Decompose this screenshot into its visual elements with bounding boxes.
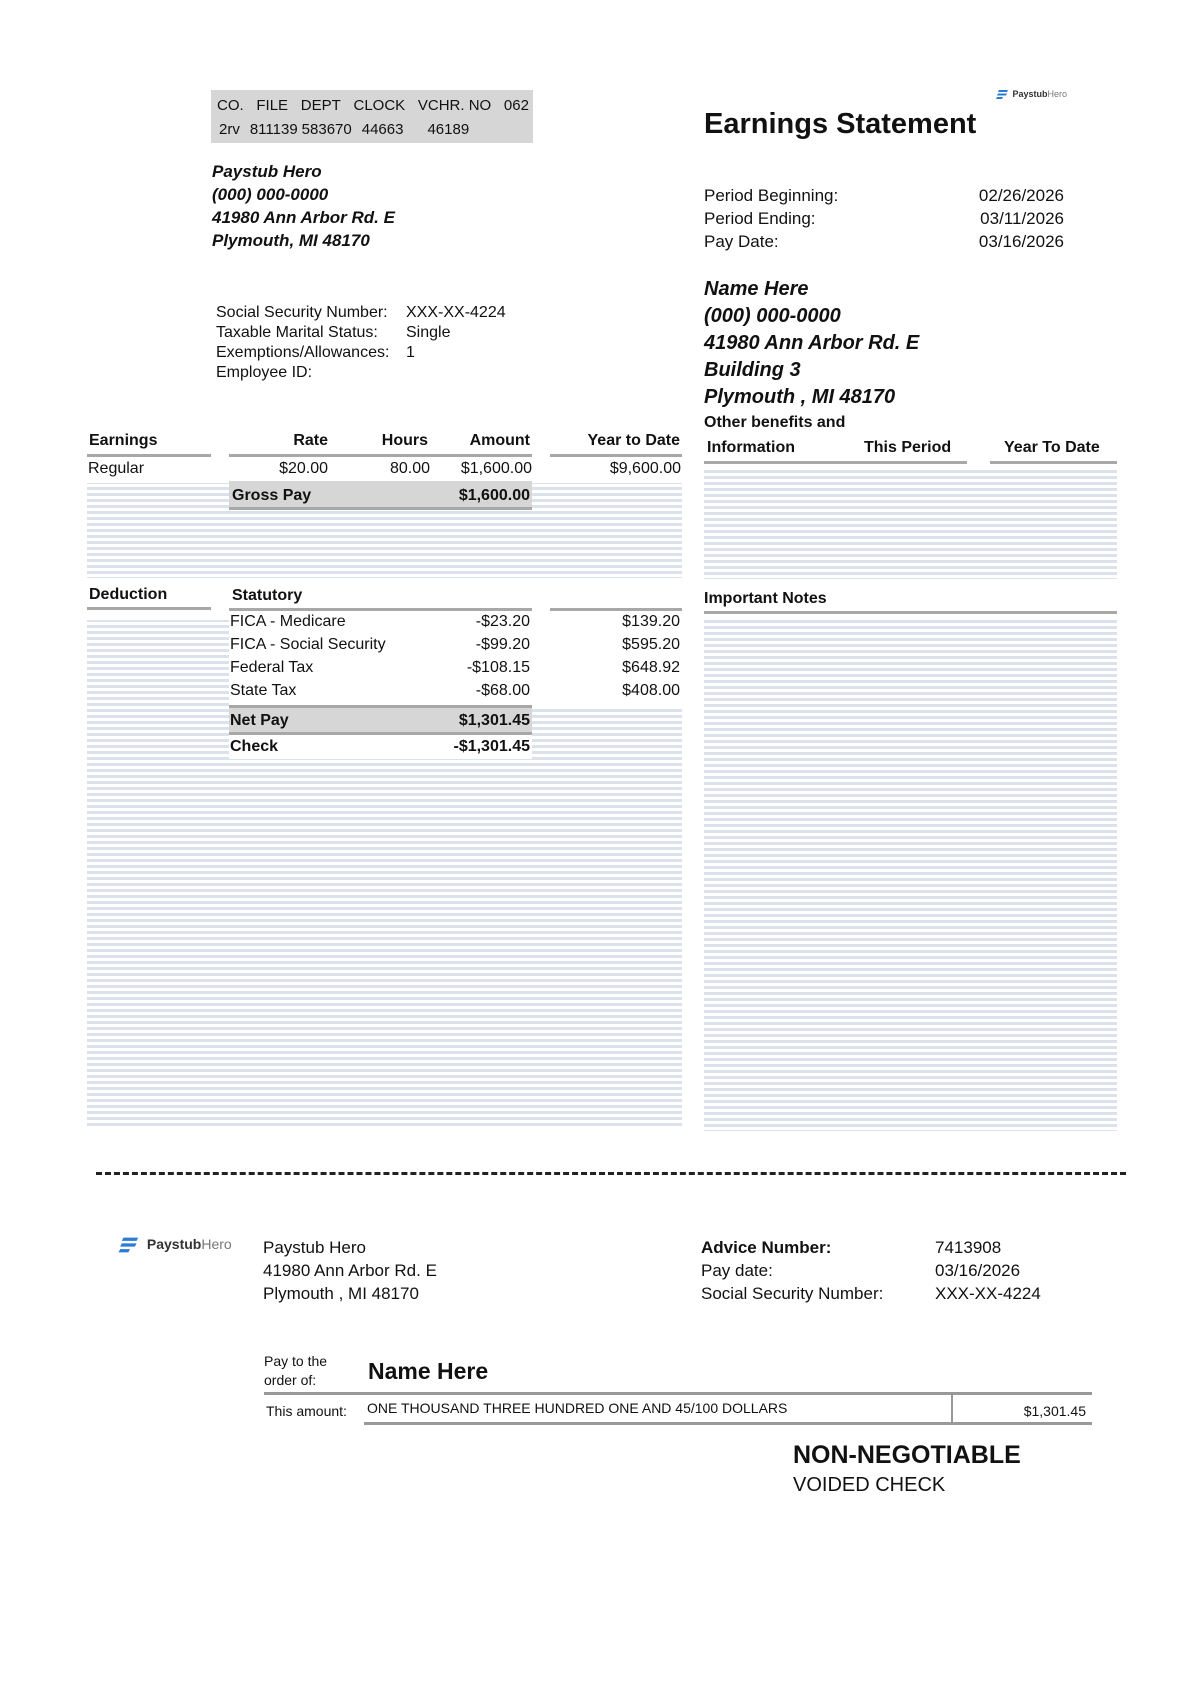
benefits-info-header: Information — [707, 439, 795, 456]
stub-logo — [117, 1236, 232, 1254]
statutory-header: Statutory — [232, 587, 303, 604]
period-end-value: 03/11/2026 — [980, 209, 1064, 228]
deduction-header-label: Deduction — [89, 586, 168, 603]
payee-name: Name Here — [368, 1358, 489, 1384]
stub-company-name: Paystub Hero — [263, 1238, 366, 1257]
tear-off-separator — [96, 1172, 1126, 1175]
advice-value: 7413908 — [935, 1238, 1002, 1257]
earnings-row-rate: $20.00 — [279, 460, 328, 477]
rate-header: Rate — [293, 432, 328, 449]
check-label: Check — [230, 738, 279, 755]
notes-title: Important Notes — [704, 590, 827, 607]
deduction-row-medicare — [230, 613, 682, 636]
benefits-ytd-header: Year To Date — [1004, 439, 1100, 456]
stub-ssn-value: XXX-XX-4224 — [935, 1284, 1041, 1303]
amount-line — [364, 1422, 1092, 1425]
stub-company-address2: Plymouth , MI 48170 — [263, 1284, 419, 1303]
non-negotiable-label: NON-NEGOTIABLE — [793, 1441, 1021, 1469]
ssn-label: Social Security Number: — [216, 304, 388, 321]
amount-divider — [951, 1392, 953, 1424]
deduction-amount: -$108.15 — [466, 659, 530, 676]
exempt-value: 1 — [406, 344, 415, 361]
deduction-amount: -$99.20 — [475, 636, 530, 653]
paystub-hero-logo-icon — [996, 89, 1010, 100]
benefits-striped-area — [704, 467, 1117, 579]
deduction-row-social-security — [230, 636, 682, 659]
hours-header: Hours — [381, 432, 428, 449]
deduction-ytd: $595.20 — [622, 636, 680, 653]
period-begin-value: 02/26/2026 — [978, 186, 1064, 205]
rate-amount-header-rule — [229, 454, 532, 457]
header-label-clock: CLOCK — [353, 97, 406, 114]
employee-info-block — [216, 303, 506, 383]
earnings-row-label: Regular — [88, 460, 145, 477]
deduction-amount: -$23.20 — [475, 613, 530, 630]
payee-line — [264, 1392, 1092, 1395]
deduction-amount: -$68.00 — [475, 682, 530, 699]
marital-value: Single — [406, 324, 451, 341]
pay-to-line1: Pay to the — [264, 1353, 328, 1369]
header-label-dept: DEPT — [300, 97, 341, 114]
period-block — [704, 184, 1064, 253]
benefits-header-rule-left — [704, 461, 967, 464]
stub-logo-brand: Paystub — [146, 1236, 202, 1252]
header-value-file: 811139 — [249, 121, 298, 138]
deduction-ytd-rule — [550, 608, 682, 611]
benefits-this-period-header: This Period — [864, 439, 952, 456]
employee-block — [704, 276, 919, 411]
stub-paydate-label: Pay date: — [701, 1261, 773, 1280]
statutory-header-rule — [229, 608, 532, 611]
deduction-header-rule — [87, 607, 211, 610]
header-value-vchr: 46189 — [427, 121, 470, 138]
net-pay-value: $1,301.45 — [458, 712, 530, 729]
company-address1: 41980 Ann Arbor Rd. E — [212, 208, 395, 227]
earnings-row-amount: $1,600.00 — [460, 460, 532, 477]
paystub-hero-logo-icon — [117, 1236, 143, 1254]
employee-address1: 41980 Ann Arbor Rd. E — [704, 332, 920, 354]
header-value-dept: 583670 — [301, 121, 352, 138]
deduction-label: State Tax — [230, 682, 297, 699]
benefits-header-rule-right — [990, 461, 1117, 464]
header-code-box — [211, 90, 533, 143]
earnings-header-rule — [87, 454, 211, 457]
header-value-clock: 44663 — [361, 121, 404, 138]
voided-check-label: VOIDED CHECK — [793, 1474, 946, 1496]
empid-label: Employee ID: — [216, 364, 313, 381]
amount-header: Amount — [469, 432, 530, 449]
amount-label: This amount: — [266, 1403, 347, 1419]
deduction-ytd: $139.20 — [622, 613, 680, 630]
logo-suffix: Hero — [1047, 89, 1068, 99]
ssn-value: XXX-XX-4224 — [406, 304, 506, 321]
earnings-row-ytd: $9,600.00 — [609, 460, 681, 477]
period-end-label: Period Ending: — [704, 209, 816, 228]
company-address2: Plymouth, MI 48170 — [212, 231, 370, 250]
deduction-ytd: $648.92 — [622, 659, 680, 676]
check-value: -$1,301.45 — [453, 738, 530, 755]
pay-to-label — [264, 1352, 327, 1390]
deduction-label: FICA - Social Security — [230, 636, 386, 653]
paydate-value: 03/16/2026 — [978, 232, 1064, 251]
stub-company-address1: 41980 Ann Arbor Rd. E — [263, 1261, 437, 1280]
stub-logo-suffix: Hero — [201, 1236, 232, 1252]
deduction-row-state-tax — [230, 682, 682, 705]
deduction-label: FICA - Medicare — [230, 613, 346, 630]
stub-advice-block — [701, 1236, 1041, 1305]
paydate-label: Pay Date: — [704, 232, 779, 251]
pay-to-line2: order of: — [264, 1372, 317, 1388]
ytd-header-rule — [550, 454, 682, 457]
left-striped-panel — [87, 460, 682, 1128]
company-block — [212, 160, 395, 252]
stub-ssn-label: Social Security Number: — [701, 1284, 884, 1303]
period-begin-label: Period Beginning: — [704, 186, 839, 205]
logo-brand: Paystub — [1012, 89, 1048, 99]
gross-pay-label: Gross Pay — [232, 487, 312, 504]
employee-address2: Building 3 — [704, 359, 801, 381]
employee-name: Name Here — [704, 278, 809, 300]
header-label-vchr: VCHR. NO — [417, 97, 492, 114]
header-label-062: 062 — [503, 97, 529, 114]
top-logo — [996, 89, 1067, 100]
employee-address3: Plymouth , MI 48170 — [704, 386, 896, 408]
advice-label: Advice Number: — [701, 1238, 832, 1257]
amount-words: ONE THOUSAND THREE HUNDRED ONE AND 45/100 DOLLARS — [367, 1400, 788, 1416]
ytd-header: Year to Date — [587, 432, 680, 449]
header-value-co: 2rv — [219, 121, 240, 138]
amount-value: $1,301.45 — [1023, 1403, 1086, 1419]
gross-pay-rule — [229, 507, 532, 510]
benefits-title: Other benefits and — [704, 414, 846, 431]
header-label-file: FILE — [256, 97, 289, 114]
deduction-ytd: $408.00 — [622, 682, 680, 699]
header-label-co: CO. — [217, 97, 244, 114]
marital-label: Taxable Marital Status: — [216, 324, 378, 341]
net-pay-label: Net Pay — [230, 712, 289, 729]
company-phone: (000) 000-0000 — [212, 185, 329, 204]
earnings-header-label: Earnings — [89, 432, 158, 449]
statement-title: Earnings Statement — [704, 108, 977, 140]
exempt-label: Exemptions/Allowances: — [216, 344, 390, 361]
stub-paydate-value: 03/16/2026 — [935, 1261, 1021, 1280]
earnings-row-hours: 80.00 — [389, 460, 430, 477]
company-name: Paystub Hero — [212, 162, 322, 181]
deduction-label: Federal Tax — [230, 659, 314, 676]
gross-pay-value: $1,600.00 — [458, 487, 530, 504]
deduction-row-federal-tax — [230, 659, 682, 682]
notes-striped-area — [704, 617, 1117, 1131]
employee-phone: (000) 000-0000 — [704, 305, 841, 327]
stub-company-block — [263, 1236, 437, 1305]
notes-header-rule — [704, 611, 1117, 614]
